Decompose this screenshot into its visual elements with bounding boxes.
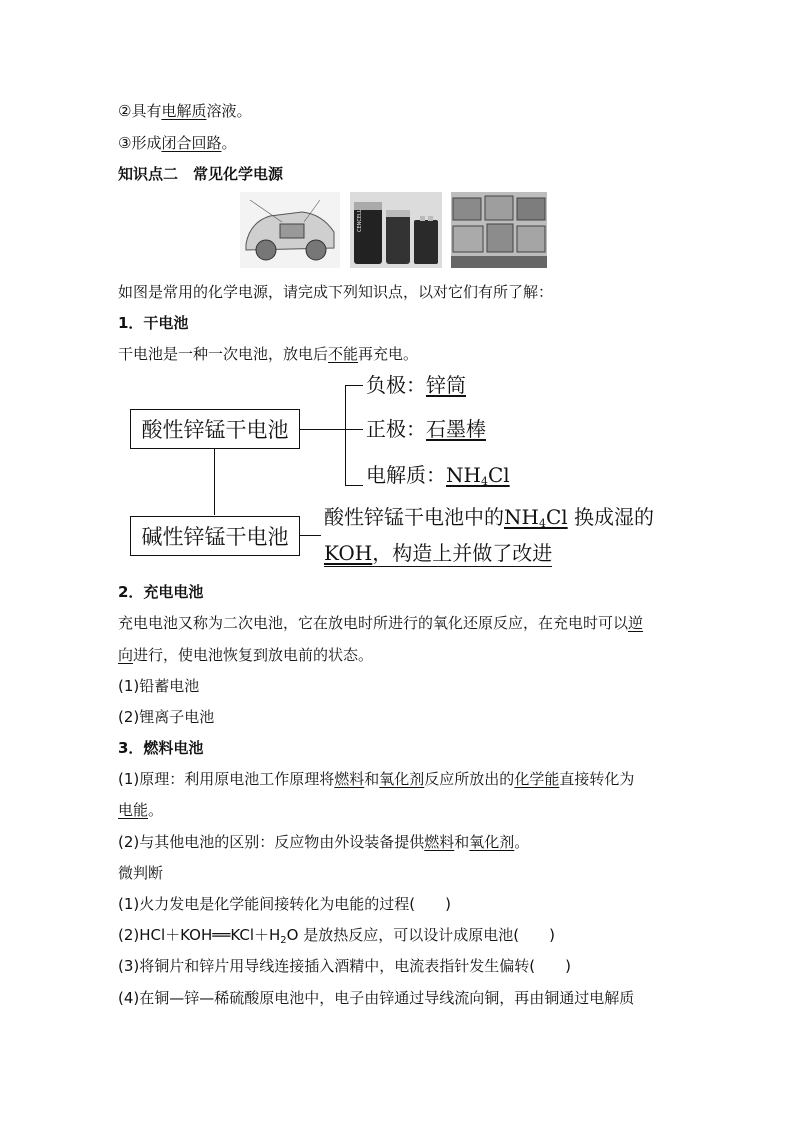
fuel-cell-principle: (1)原理：利用原电池工作原理将燃料和氧化剂反应所放出的化学能直接转化为 bbox=[118, 770, 635, 788]
positive-electrode: 正极：石墨棒 bbox=[366, 417, 486, 441]
car-battery-photo bbox=[240, 192, 340, 268]
connector-line bbox=[345, 385, 363, 386]
judge-item: (4)在铜—锌—稀硫酸原电池中，电子由锌通过导线流向铜，再由铜通过电解质 bbox=[118, 989, 635, 1007]
condition-closed-circuit: ③形成闭合回路。 bbox=[118, 134, 237, 152]
dry-cells-photo bbox=[350, 192, 442, 268]
rechargeable-desc-line2: 向进行，使电池恢复到放电前的状态。 bbox=[118, 646, 374, 664]
connector-line bbox=[345, 485, 363, 486]
dry-cell-description: 干电池是一种一次电池，放电后不能再充电。 bbox=[118, 345, 419, 363]
intro-text: 如图是常用的化学电源，请完成下列知识点，以对它们有所了解： bbox=[118, 283, 554, 301]
judge-title: 微判断 bbox=[118, 864, 164, 882]
rechargeable-item: (1)铅蓄电池 bbox=[118, 677, 200, 695]
section-heading: 知识点二 常见化学电源 bbox=[118, 165, 284, 183]
connector-line bbox=[345, 385, 346, 485]
alkaline-description-line2: KOH，构造上并做了改进 bbox=[324, 541, 553, 565]
alkaline-description-line1: 酸性锌锰干电池中的$NH_4Cl$ 换成湿的 bbox=[324, 505, 655, 530]
connector-line bbox=[299, 535, 321, 536]
judge-item: $(2)HCl+KOH══KCl+H_2O$ 是放热反应，可以设计成原电池( ) bbox=[118, 926, 555, 946]
rechargeable-title: 2．充电电池 bbox=[118, 583, 204, 601]
alkaline-zinc-manganese-box: 碱性锌锰干电池 bbox=[130, 516, 300, 556]
connector-line bbox=[299, 429, 345, 430]
battery-brand-text: CENCELL bbox=[357, 209, 363, 232]
lead-acid-batteries-photo bbox=[451, 192, 547, 268]
judge-item: (1)火力发电是化学能间接转化为电能的过程( ) bbox=[118, 895, 451, 913]
fuel-cell-difference: (2)与其他电池的区别：反应物由外设装备提供燃料和氧化剂。 bbox=[118, 833, 530, 851]
connector-line bbox=[214, 448, 215, 515]
fuel-cell-principle-cont: 电能。 bbox=[118, 801, 164, 819]
rechargeable-item: (2)锂离子电池 bbox=[118, 708, 215, 726]
condition-electrolyte: ②具有电解质溶液。 bbox=[118, 102, 252, 120]
negative-electrode: 负极：锌筒 bbox=[366, 373, 466, 397]
acid-zinc-manganese-box: 酸性锌锰干电池 bbox=[130, 409, 300, 449]
fuel-cell-title: 3．燃料电池 bbox=[118, 739, 204, 757]
judge-item: (3)将铜片和锌片用导线连接插入酒精中，电流表指针发生偏转( ) bbox=[118, 957, 571, 975]
rechargeable-desc-line1: 充电电池又称为二次电池，它在放电时所进行的氧化还原反应，在充电时可以逆 bbox=[118, 614, 644, 632]
connector-line bbox=[345, 429, 363, 430]
dry-cell-title: 1．干电池 bbox=[118, 314, 189, 332]
electrolyte: 电解质：$NH_4Cl$ bbox=[366, 463, 510, 488]
